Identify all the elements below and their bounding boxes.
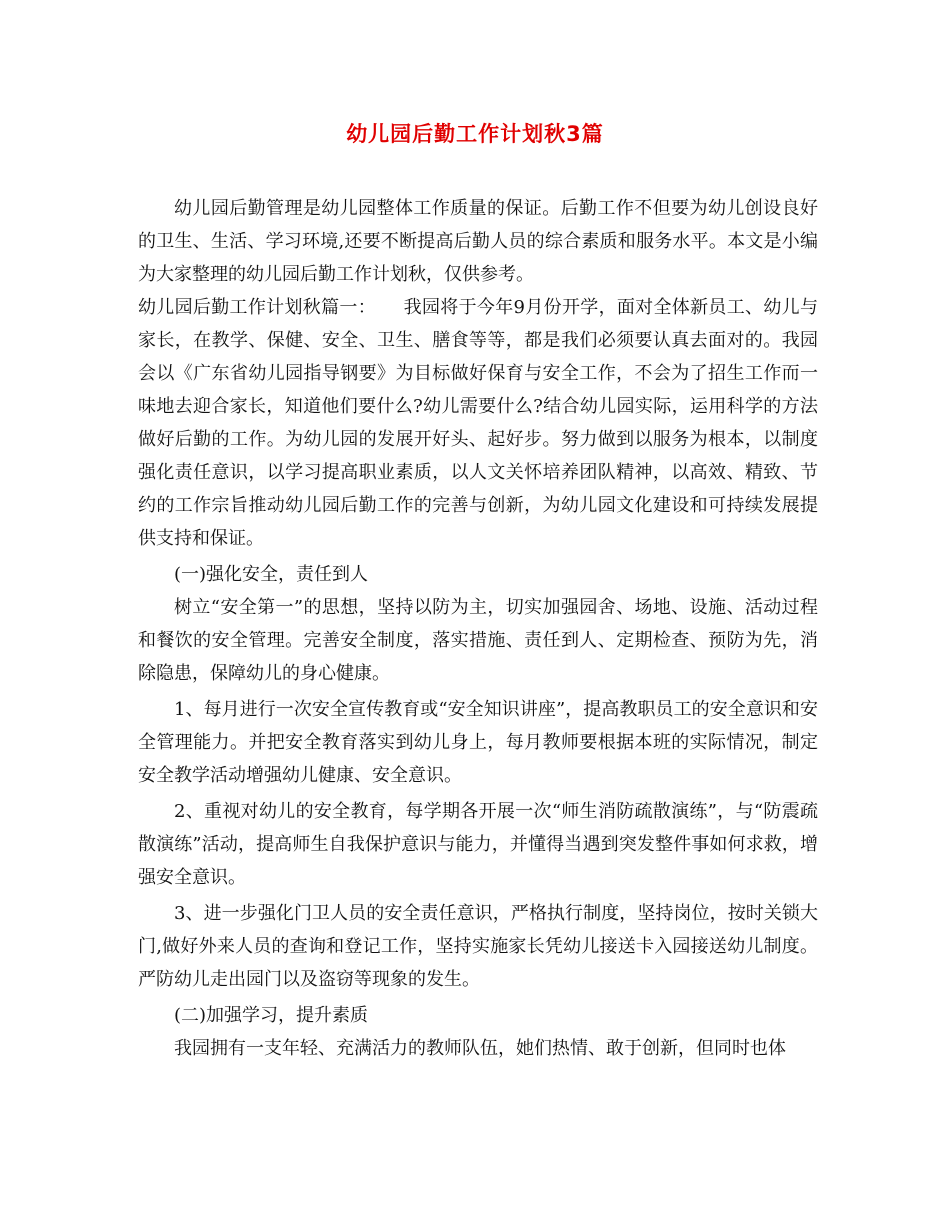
subheading-safety: (一)强化安全，责任到人 [174,564,369,585]
document-body [138,192,818,1065]
intro-paragraph: 幼儿园后勤管理是幼儿园整体工作质量的保证。后勤工作不但要为幼儿创设良好的卫生、生活、学习环境,还要不断提高后勤人员的综合素质和服务水平。本文是小编为大家整理的幼儿园后勤工作计划秋，仅供参考。 [138,198,818,285]
document-title: 幼儿园后勤工作计划秋3篇 [346,122,604,146]
safety-item-2: 2、重视对幼儿的安全教育，每学期各开展一次“师生消防疏散演练”，与“防震疏散演练”活动，提高师生自我保护意识与能力，并懂得当遇到突发整件事如何求救，增强安全意识。 [138,801,818,888]
subheading-study: (二)加强学习，提升素质 [174,1005,369,1026]
safety-item-1: 1、每月进行一次安全宣传教育或“安全知识讲座”，提高教职员工的安全意识和安全管理能力。并把安全教育落实到幼儿身上，每月教师要根据本班的实际情况，制定安全教学活动增强幼儿健康、安全意识。 [138,699,818,786]
section-one-paragraph: 幼儿园后勤工作计划秋篇一： 我园将于今年9月份开学，面对全体新员工、幼儿与家长，在教学、保健、安全、卫生、膳食等等，都是我们必须要认真去面对的。我园会以《广东省幼儿园指导钢要》为目标做好保育与安全工作，不会为了招生工作而一味地去迎合家长，知道他们要什么?幼儿需要什么?结合幼儿园实际，运用科学的方法做好后勤的工作。为幼儿园的发展开好头、起好步。努力做到以服务为根本，以制度强化责任意识，以学习提高职业素质，以人文关怀培养团队精神，以高效、精致、节约的工作宗旨推动幼儿园后勤工作的完善与创新，为幼儿园文化建设和可持续发展提供支持和保证。 [138,297,818,549]
safety-paragraph: 树立“安全第一”的思想，坚持以防为主，切实加强园舍、场地、设施、活动过程和餐饮的安全管理。完善安全制度，落实措施、责任到人、定期检查、预防为先，消除隐患，保障幼儿的身心健康。 [138,597,818,684]
safety-item-3: 3、进一步强化门卫人员的安全责任意识，严格执行制度，坚持岗位，按时关锁大门,做好外来人员的查询和登记工作，坚持实施家长凭幼儿接送卡入园接送幼儿制度。严防幼儿走出园门以及盗窃等现象的发生。 [138,903,818,990]
study-paragraph: 我园拥有一支年轻、充满活力的教师队伍，她们热情、敢于创新，但同时也体 [174,1038,786,1059]
